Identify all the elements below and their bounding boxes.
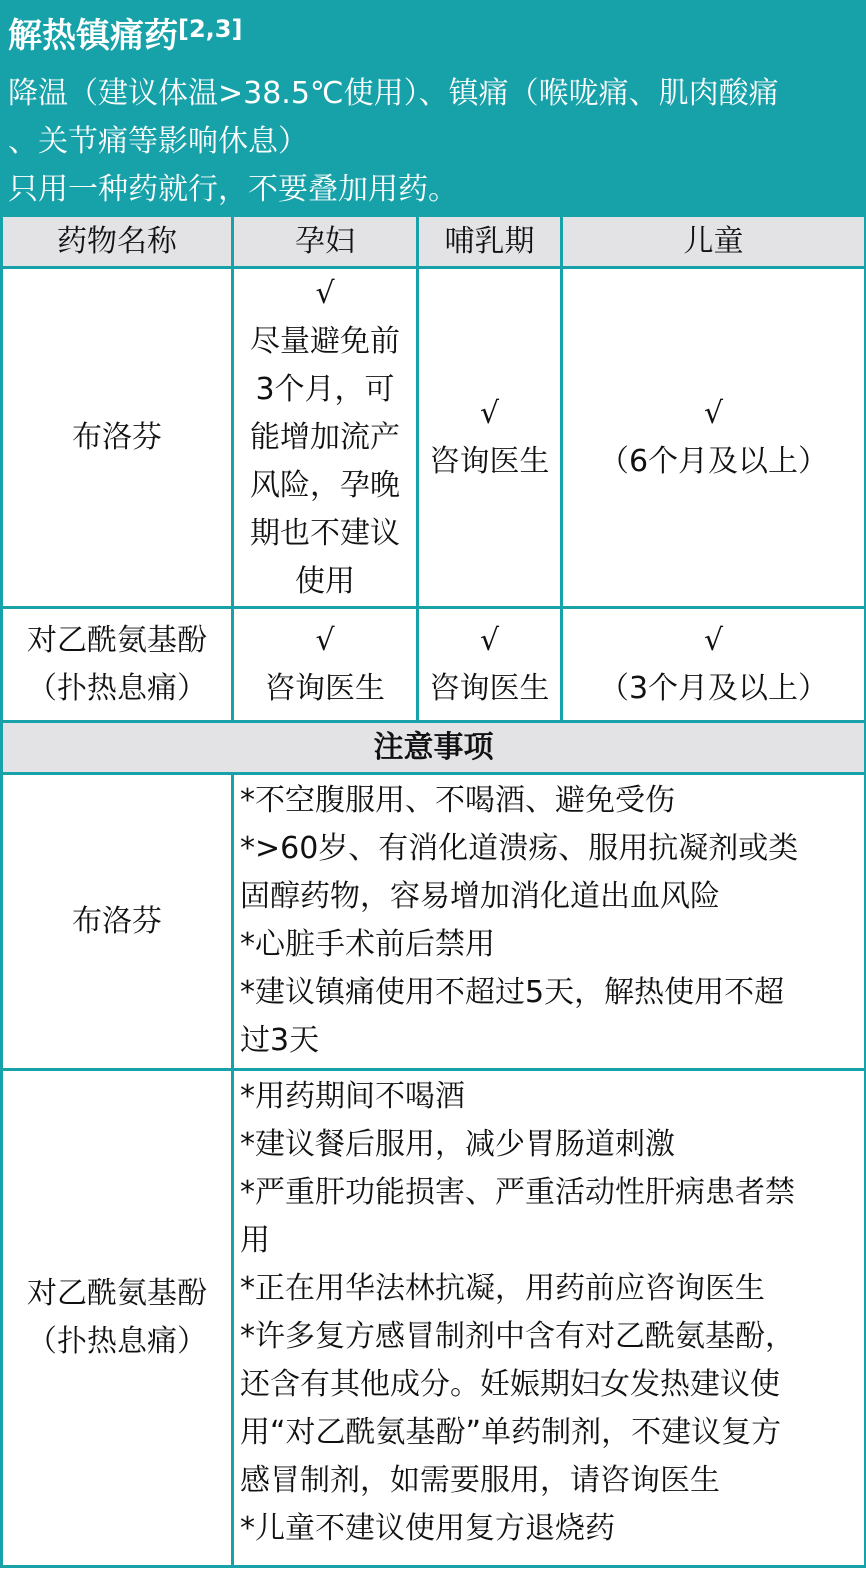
note-line: *建议餐后服用，减少胃肠道刺激 — [240, 1127, 675, 1162]
drug-name-line: 对乙酰氨基酚 — [27, 1276, 207, 1311]
drug-name-line: 对乙酰氨基酚 — [27, 622, 207, 658]
pregnant-cell-ibuprofen — [233, 268, 418, 608]
notes-section-title: 注意事项 — [2, 722, 866, 774]
note-line: 固醇药物，容易增加消化道出血风险 — [240, 879, 720, 914]
note-line: *用药期间不喝酒 — [240, 1079, 465, 1114]
card-title — [8, 6, 242, 69]
cell-text-line: （3个月及以上） — [598, 670, 829, 706]
check-mark: √ — [703, 622, 724, 658]
column-header-children: 儿童 — [562, 216, 866, 268]
drug-name-alias-line: （扑热息痛） — [27, 670, 207, 706]
notes-row-ibuprofen — [2, 774, 866, 1070]
cell-text-line: 能增加流产 — [250, 419, 400, 455]
pregnant-cell-paracetamol — [233, 608, 418, 722]
cell-text-line: 尽量避免前 — [250, 323, 400, 359]
table-row-ibuprofen — [2, 268, 866, 608]
cell-text-line: 咨询医生 — [429, 670, 550, 706]
drug-name-paracetamol — [2, 608, 233, 722]
note-line: *建议镇痛使用不超过5天，解热使用不超 — [240, 975, 785, 1010]
check-mark: √ — [703, 395, 724, 431]
reference-superscript: [2,3] — [178, 15, 243, 43]
medication-table — [0, 214, 866, 1568]
note-line: 还含有其他成分。妊娠期妇女发热建议使 — [240, 1367, 780, 1402]
notes-cell-ibuprofen — [233, 774, 866, 1070]
note-line: 用 — [240, 1223, 270, 1258]
note-line: *不空腹服用、不喝酒、避免受伤 — [240, 783, 675, 818]
column-header-lactation: 哺乳期 — [418, 216, 562, 268]
drug-name-alias-line: （扑热息痛） — [27, 1324, 207, 1359]
note-line: 过3天 — [240, 1023, 320, 1058]
note-line: 感冒制剂，如需要服用，请咨询医生 — [240, 1463, 720, 1498]
note-line: *严重肝功能损害、严重活动性肝病患者禁 — [240, 1175, 795, 1210]
notes-row-paracetamol — [2, 1070, 866, 1567]
children-cell-ibuprofen — [562, 268, 866, 608]
usage-advice-line: 只用一种药就行，不要叠加用药。 — [8, 172, 458, 207]
cell-text-line: 咨询医生 — [429, 443, 550, 479]
check-mark: √ — [479, 622, 500, 658]
note-line: *>60岁、有消化道溃疡、服用抗凝剂或类 — [240, 831, 799, 866]
children-cell-paracetamol — [562, 608, 866, 722]
drug-name-ibuprofen: 布洛芬 — [2, 268, 233, 608]
notes-section-header-row — [2, 722, 866, 774]
cell-text-line: 使用 — [295, 563, 355, 599]
cell-text-line: 风险，孕晚 — [250, 467, 400, 503]
lactation-cell-paracetamol — [418, 608, 562, 722]
cell-text-line: 3个月，可 — [255, 371, 395, 407]
usage-description-line-1: 降温（建议体温>38.5℃使用）、镇痛（喉咙痛、肌肉酸痛 — [8, 76, 779, 111]
column-header-pregnant: 孕妇 — [233, 216, 418, 268]
check-mark: √ — [315, 622, 335, 658]
note-line: *心脏手术前后禁用 — [240, 927, 495, 962]
card-header — [0, 0, 866, 214]
note-line: *正在用华法林抗凝，用药前应咨询医生 — [240, 1271, 765, 1306]
cell-text-line: （6个月及以上） — [598, 443, 829, 479]
table-row-paracetamol — [2, 608, 866, 722]
cell-text-line: 咨询医生 — [265, 670, 385, 706]
usage-description-line-2: 、关节痛等影响休息） — [8, 124, 308, 159]
note-line: *儿童不建议使用复方退烧药 — [240, 1511, 615, 1546]
column-header-drug-name: 药物名称 — [2, 216, 233, 268]
cell-text-line: 期也不建议 — [250, 515, 400, 551]
card-title-text: 解热镇痛药 — [8, 16, 178, 56]
lactation-cell-ibuprofen — [418, 268, 562, 608]
note-line: *许多复方感冒制剂中含有对乙酰氨基酚， — [240, 1319, 795, 1354]
note-line: 用“对乙酰氨基酚”单药制剂，不建议复方 — [240, 1415, 782, 1450]
notes-cell-paracetamol — [233, 1070, 866, 1567]
check-mark: √ — [479, 395, 500, 431]
notes-drug-name-paracetamol — [2, 1070, 233, 1567]
table-header-row — [2, 216, 866, 268]
check-mark: √ — [315, 275, 335, 311]
notes-drug-name-ibuprofen: 布洛芬 — [2, 774, 233, 1070]
